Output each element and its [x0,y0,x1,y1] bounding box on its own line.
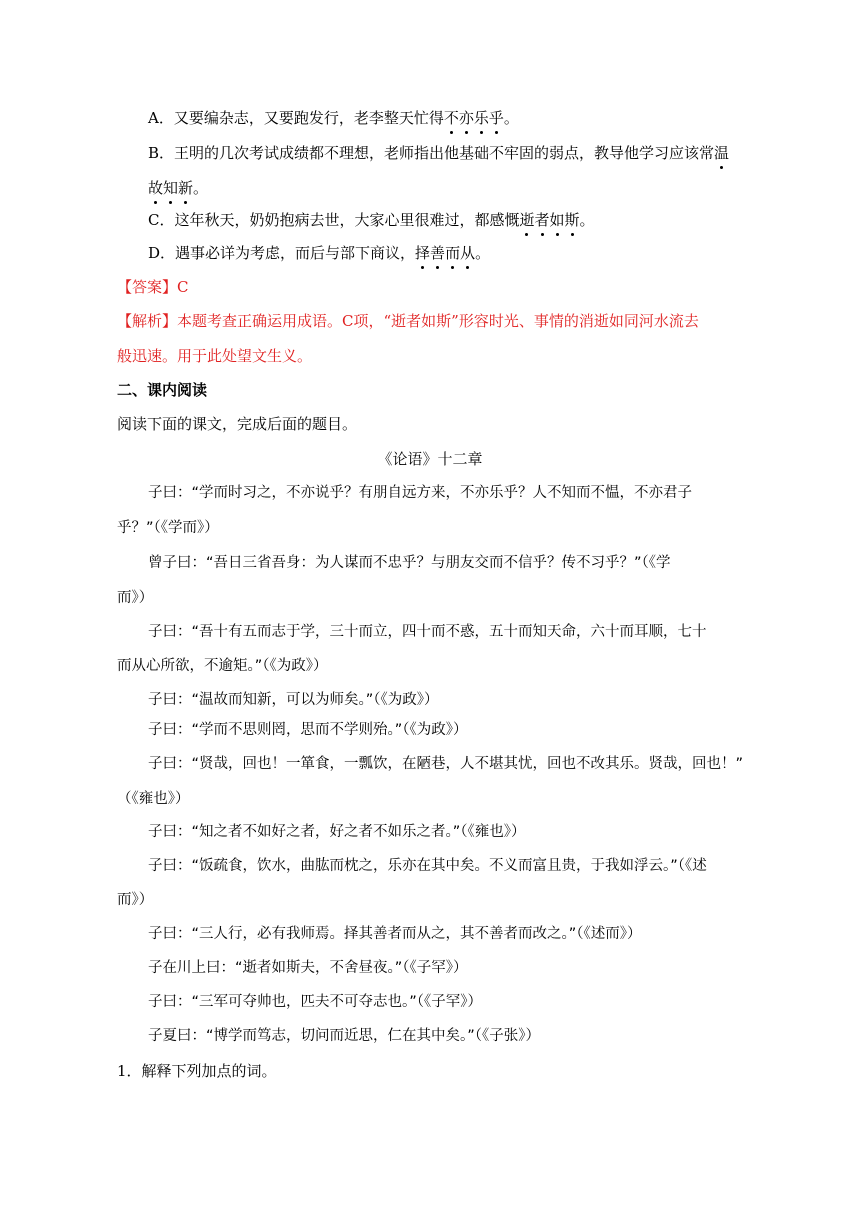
choice-a-text: A．又要编杂志，又要跑发行，老李整天忙得 [148,109,444,127]
passage-10: 子在川上曰：“逝者如斯夫，不舍昼夜。”（《子罕》） [148,960,468,976]
passage-8-line2: 而》） [117,892,154,908]
dotted-char: 如 [549,211,565,229]
dotted-char: 知 [163,179,179,197]
section-heading: 二、课内阅读 [117,381,208,399]
passage-8-line1: 子曰：“饭疏食，饮水，曲肱而枕之，乐亦在其中矣。不义而富且贵，于我如浮云。”（《述 [148,858,707,874]
choice-c-text: C．这年秋天，奶奶抱病去世，大家心里很难过，都感慨 [148,211,520,229]
dotted-char: 而 [445,244,461,262]
passage-9: 子曰：“三人行，必有我师焉。择其善者而从之，其不善者而改之。”（《述而》） [148,926,642,942]
passage-4: 子曰：“温故而知新，可以为师矣。”（《为政》） [148,692,439,708]
answer-line: 【答案】C [117,278,189,296]
text-title: 《论语》十二章 [377,450,483,468]
choice-c [148,210,595,230]
analysis-line-1: 【解析】本题考查正确运用成语。C项，“逝者如斯”形容时光、事情的消逝如同河水流去 [117,312,699,330]
punct: 。 [503,109,519,127]
choice-b-line2 [148,178,208,198]
dotted-char: 善 [430,244,446,262]
punct: 。 [193,179,209,197]
dotted-char: 新 [178,179,194,197]
question-1: 1．解释下列加点的词。 [117,1062,277,1080]
dotted-char: 斯 [564,211,580,229]
passage-7: 子曰：“知之者不如好之者，好之者不如乐之者。”（《雍也》） [148,824,526,840]
dotted-char: 乎 [488,109,504,127]
analysis-line-2: 般迅速。用于此处望文生义。 [117,347,313,365]
dotted-char: 亦 [458,109,474,127]
dotted-char: 从 [460,244,476,262]
choice-b-text: B．王明的几次考试成绩都不理想，老师指出他基础不牢固的弱点，教导他学习应该常 [148,144,715,162]
dotted-char: 乐 [473,109,489,127]
passage-3-line2: 而从心所欲，不逾矩。”（《为政》） [117,658,328,674]
passage-12: 子夏曰：“博学而笃志，切问而近思，仁在其中矣。”（《子张》） [148,1028,541,1044]
dotted-char: 不 [443,109,459,127]
dotted-char: 者 [534,211,550,229]
choice-d-text: D．遇事必详为考虑，而后与部下商议， [148,244,416,262]
passage-6-line1: 子曰：“贤哉，回也！一箪食，一瓢饮，在陋巷，人不堪其忧，回也不改其乐。贤哉，回也！” [148,756,744,772]
punct: 。 [475,244,491,262]
passage-2-line2: 而》） [117,590,154,606]
choice-b-line1 [148,143,729,163]
punct: 。 [579,211,595,229]
passage-5: 子曰：“学而不思则罔，思而不学则殆。”（《为政》） [148,722,468,738]
passage-1-line1: 子曰：“学而时习之，不亦说乎？有朋自远方来，不亦乐乎？人不知而不愠，不亦君子 [148,485,693,501]
passage-6-line2: （《雍也》） [117,791,190,807]
dotted-char: 故 [148,179,164,197]
passage-11: 子曰：“三军可夺帅也，匹夫不可夺志也。”（《子罕》） [148,994,483,1010]
dotted-char: 温 [714,144,730,162]
choice-d [148,243,490,263]
choice-a [148,108,519,128]
passage-1-line2: 乎？”（《学而》） [117,520,219,536]
passage-2-line1: 曾子曰：“吾日三省吾身：为人谋而不忠乎？与朋友交而不信乎？传不习乎？”（《学 [148,555,671,571]
dotted-char: 择 [415,244,431,262]
passage-3-line1: 子曰：“吾十有五而志于学，三十而立，四十而不惑，五十而知天命，六十而耳顺，七十 [148,624,707,640]
instruction: 阅读下面的课文，完成后面的题目。 [117,415,358,433]
dotted-char: 逝 [519,211,535,229]
